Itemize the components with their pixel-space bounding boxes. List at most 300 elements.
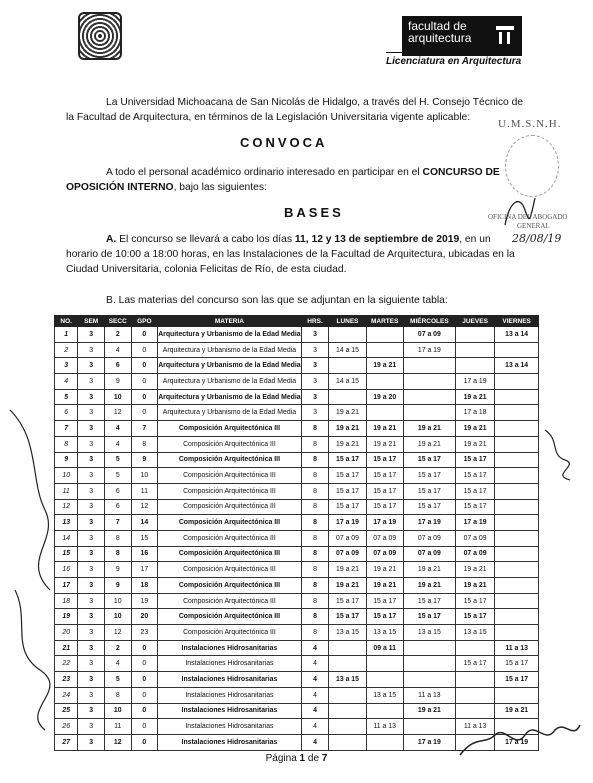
bases-heading: BASES bbox=[284, 205, 344, 220]
table-cell: 13 bbox=[55, 515, 78, 531]
table-cell: 15 bbox=[55, 546, 78, 562]
table-cell: 8 bbox=[301, 436, 329, 452]
table-row bbox=[55, 483, 539, 499]
table-cell: Instalaciones Hidrosanitarias bbox=[158, 703, 302, 719]
table-cell: 5 bbox=[104, 452, 131, 468]
table-cell: 11 a 13 bbox=[495, 640, 539, 656]
table-cell bbox=[329, 640, 366, 656]
table-cell: 2 bbox=[104, 640, 131, 656]
faculty-logo bbox=[402, 16, 522, 56]
table-cell: 11 a 13 bbox=[366, 719, 403, 735]
logo-line-2: arquitectura bbox=[408, 31, 472, 45]
table-cell: 07 a 09 bbox=[403, 327, 455, 343]
table-cell: 15 a 17 bbox=[366, 609, 403, 625]
table-row bbox=[55, 530, 539, 546]
table-cell: 13 a 15 bbox=[329, 672, 366, 688]
table-cell bbox=[403, 719, 455, 735]
table-cell: 8 bbox=[301, 421, 329, 437]
table-cell: 8 bbox=[104, 546, 131, 562]
table-cell: 8 bbox=[301, 515, 329, 531]
table-cell: Arquitectura y Urbanismo de la Edad Media bbox=[158, 389, 302, 405]
table-cell: 6 bbox=[104, 358, 131, 374]
table-row bbox=[55, 546, 539, 562]
table-cell: 8 bbox=[301, 530, 329, 546]
table-cell: 8 bbox=[301, 562, 329, 578]
table-cell: 0 bbox=[131, 640, 158, 656]
table-cell: 0 bbox=[131, 358, 158, 374]
column-header: GPO bbox=[131, 316, 158, 327]
table-cell bbox=[366, 342, 403, 358]
table-cell: 3 bbox=[78, 499, 105, 515]
base-a-text: El concurso se llevará a cabo los días bbox=[116, 234, 295, 245]
current-page: 1 bbox=[299, 753, 306, 764]
table-cell: 11 bbox=[131, 483, 158, 499]
table-cell: 15 a 17 bbox=[366, 452, 403, 468]
column-header: SEM bbox=[78, 316, 105, 327]
table-cell: 3 bbox=[78, 421, 105, 437]
table-cell: 10 bbox=[131, 468, 158, 484]
table-cell: 0 bbox=[131, 389, 158, 405]
table-cell: 17 a 18 bbox=[455, 405, 494, 421]
logo-line-1: facultad de bbox=[408, 19, 467, 33]
table-cell: 07 a 09 bbox=[366, 546, 403, 562]
table-cell: 9 bbox=[55, 452, 78, 468]
table-cell: 8 bbox=[131, 436, 158, 452]
column-header: MIÉRCOLES bbox=[403, 316, 455, 327]
table-cell: 13 a 14 bbox=[495, 327, 539, 343]
table-cell: 19 a 21 bbox=[403, 421, 455, 437]
invitation-paragraph bbox=[66, 165, 536, 195]
table-cell: 3 bbox=[78, 609, 105, 625]
table-cell: 15 a 17 bbox=[403, 452, 455, 468]
footer-label: Página bbox=[265, 753, 300, 764]
table-cell: 19 a 21 bbox=[366, 358, 403, 374]
table-cell: 18 bbox=[131, 578, 158, 594]
base-b-paragraph: B. Las materias del concurso son las que se adjuntan en la siguiente tabla: bbox=[106, 295, 448, 306]
table-cell: 07 a 09 bbox=[455, 530, 494, 546]
table-cell: 9 bbox=[104, 374, 131, 390]
table-cell: 0 bbox=[131, 672, 158, 688]
table-cell: 8 bbox=[301, 483, 329, 499]
table-cell: 20 bbox=[131, 609, 158, 625]
program-name: Licenciatura en Arquitectura bbox=[386, 56, 522, 67]
table-cell: 15 a 17 bbox=[455, 468, 494, 484]
table-cell bbox=[495, 421, 539, 437]
table-row bbox=[55, 625, 539, 641]
table-cell bbox=[495, 546, 539, 562]
table-cell bbox=[403, 672, 455, 688]
table-cell: 1 bbox=[55, 327, 78, 343]
table-cell: 15 a 17 bbox=[403, 483, 455, 499]
table-cell: 8 bbox=[301, 452, 329, 468]
university-seal bbox=[78, 12, 122, 60]
table-cell: 5 bbox=[104, 468, 131, 484]
stamp-date: 28/08/19 bbox=[512, 232, 562, 245]
table-cell: 12 bbox=[104, 734, 131, 750]
table-cell: 8 bbox=[104, 687, 131, 703]
table-cell: 7 bbox=[131, 421, 158, 437]
table-cell: Composición Arquitectónica III bbox=[158, 578, 302, 594]
table-cell: 0 bbox=[131, 703, 158, 719]
table-cell: Composición Arquitectónica III bbox=[158, 515, 302, 531]
table-header-row bbox=[55, 316, 539, 327]
table-cell: 19 bbox=[55, 609, 78, 625]
column-header: NO. bbox=[55, 316, 78, 327]
table-row bbox=[55, 405, 539, 421]
table-cell: 10 bbox=[104, 593, 131, 609]
table-cell: Composición Arquitectónica III bbox=[158, 609, 302, 625]
table-cell: 4 bbox=[301, 703, 329, 719]
table-cell: 0 bbox=[131, 656, 158, 672]
table-cell bbox=[329, 389, 366, 405]
table-cell: 4 bbox=[301, 719, 329, 735]
table-cell: 3 bbox=[78, 719, 105, 735]
table-cell bbox=[495, 499, 539, 515]
invitation-text-end: , bajo las siguientes: bbox=[173, 182, 267, 193]
table-cell bbox=[329, 703, 366, 719]
table-cell: 3 bbox=[301, 342, 329, 358]
table-cell: 10 bbox=[104, 609, 131, 625]
base-a-text-end: , en un horario de 10:00 a 18:00 horas, en las Instalaciones de la Facultad de Arquitectura, ubicadas en la Ciudad Universitaria, colonia Felicitas de Río, de esta ciudad. bbox=[66, 234, 515, 275]
table-cell: 15 a 17 bbox=[366, 593, 403, 609]
table-cell: Composición Arquitectónica III bbox=[158, 530, 302, 546]
intro-paragraph: La Universidad Michoacana de San Nicolás de Hidalgo, a través del H. Consejo Técnico de la Facultad de Arquitectura, en términos de la Legislación Universitaria vigente aplicable: bbox=[66, 97, 524, 123]
table-cell: 3 bbox=[78, 405, 105, 421]
table-cell: 3 bbox=[78, 593, 105, 609]
table-cell: 8 bbox=[301, 625, 329, 641]
table-cell: 15 a 17 bbox=[329, 609, 366, 625]
table-cell: 19 a 21 bbox=[455, 562, 494, 578]
table-cell bbox=[455, 327, 494, 343]
table-cell: 6 bbox=[104, 499, 131, 515]
table-cell: 3 bbox=[78, 530, 105, 546]
table-cell: 0 bbox=[131, 734, 158, 750]
table-cell: 07 a 09 bbox=[403, 530, 455, 546]
footer-of: de bbox=[305, 753, 322, 764]
table-cell: Composición Arquitectónica III bbox=[158, 452, 302, 468]
table-cell: 3 bbox=[78, 703, 105, 719]
table-cell: 3 bbox=[78, 672, 105, 688]
table-cell: 4 bbox=[301, 640, 329, 656]
table-cell: 10 bbox=[104, 389, 131, 405]
table-cell: 3 bbox=[301, 405, 329, 421]
table-cell bbox=[366, 672, 403, 688]
table-cell: 3 bbox=[78, 483, 105, 499]
table-cell bbox=[495, 452, 539, 468]
table-cell: 19 a 21 bbox=[403, 436, 455, 452]
table-cell: 17 a 19 bbox=[403, 342, 455, 358]
oficina-stamp-line1: OFICINA DEL ABOGADO bbox=[488, 213, 568, 221]
table-cell: 15 a 17 bbox=[403, 609, 455, 625]
table-row bbox=[55, 468, 539, 484]
table-cell: 26 bbox=[55, 719, 78, 735]
table-cell: Instalaciones Hidrosanitarias bbox=[158, 719, 302, 735]
table-cell: 15 a 17 bbox=[455, 609, 494, 625]
table-cell: 15 a 17 bbox=[366, 499, 403, 515]
table-cell: 3 bbox=[78, 687, 105, 703]
table-cell bbox=[366, 374, 403, 390]
table-cell: 19 a 21 bbox=[366, 562, 403, 578]
table-cell: 17 a 19 bbox=[329, 515, 366, 531]
table-cell: 15 a 17 bbox=[366, 468, 403, 484]
table-cell: 19 a 20 bbox=[366, 389, 403, 405]
table-cell: 15 a 17 bbox=[455, 499, 494, 515]
base-a-paragraph bbox=[66, 232, 516, 277]
stamp-seal bbox=[505, 135, 559, 197]
table-cell bbox=[495, 483, 539, 499]
table-cell: 19 a 21 bbox=[366, 421, 403, 437]
logo-underline bbox=[386, 52, 522, 53]
table-cell: 07 a 09 bbox=[403, 546, 455, 562]
table-cell: 09 a 11 bbox=[366, 640, 403, 656]
table-cell: 3 bbox=[78, 640, 105, 656]
table-cell: Composición Arquitectónica III bbox=[158, 483, 302, 499]
table-cell bbox=[366, 405, 403, 421]
logo-text bbox=[408, 20, 471, 44]
oficina-stamp-line2: GENERAL bbox=[517, 222, 550, 230]
table-cell bbox=[329, 327, 366, 343]
table-cell: 16 bbox=[131, 546, 158, 562]
table-cell: 9 bbox=[104, 562, 131, 578]
table-cell: 9 bbox=[104, 578, 131, 594]
column-header: VIERNES bbox=[495, 316, 539, 327]
table-cell: 5 bbox=[55, 389, 78, 405]
table-cell: 17 a 19 bbox=[455, 515, 494, 531]
table-cell: 3 bbox=[78, 734, 105, 750]
table-cell: 3 bbox=[78, 327, 105, 343]
table-cell: 27 bbox=[55, 734, 78, 750]
table-cell bbox=[366, 656, 403, 672]
table-cell: 6 bbox=[104, 483, 131, 499]
table-cell: 19 a 21 bbox=[403, 703, 455, 719]
page-footer bbox=[0, 753, 593, 764]
table-cell: Composición Arquitectónica III bbox=[158, 499, 302, 515]
table-cell: 8 bbox=[301, 468, 329, 484]
table-row bbox=[55, 452, 539, 468]
table-row bbox=[55, 672, 539, 688]
table-cell bbox=[403, 656, 455, 672]
table-cell bbox=[495, 625, 539, 641]
invitation-text: A todo el personal académico ordinario interesado en participar en el bbox=[106, 167, 423, 178]
convoca-heading: CONVOCA bbox=[240, 135, 328, 150]
table-cell: 11 a 13 bbox=[403, 687, 455, 703]
table-cell: 21 bbox=[55, 640, 78, 656]
table-cell: 14 a 15 bbox=[329, 342, 366, 358]
table-cell: Arquitectura y Urbanismo de la Edad Media bbox=[158, 358, 302, 374]
table-cell: 11 bbox=[55, 483, 78, 499]
table-cell: 07 a 09 bbox=[366, 530, 403, 546]
table-cell: 15 a 17 bbox=[366, 483, 403, 499]
table-cell bbox=[495, 609, 539, 625]
table-cell: 17 bbox=[55, 578, 78, 594]
table-cell: 3 bbox=[78, 389, 105, 405]
table-cell bbox=[403, 374, 455, 390]
table-cell: 19 a 21 bbox=[403, 578, 455, 594]
table-cell: 3 bbox=[55, 358, 78, 374]
table-cell: 4 bbox=[301, 734, 329, 750]
table-cell: 23 bbox=[55, 672, 78, 688]
table-cell: 13 a 15 bbox=[366, 687, 403, 703]
margin-signature bbox=[0, 400, 80, 740]
table-cell: 4 bbox=[301, 656, 329, 672]
table-cell: 5 bbox=[104, 672, 131, 688]
table-cell bbox=[403, 640, 455, 656]
table-cell: Arquitectura y Urbanismo de la Edad Media bbox=[158, 374, 302, 390]
table-cell: 15 bbox=[131, 530, 158, 546]
table-row bbox=[55, 687, 539, 703]
table-cell: 3 bbox=[78, 374, 105, 390]
table-cell: 3 bbox=[301, 327, 329, 343]
table-cell: 23 bbox=[131, 625, 158, 641]
table-cell: 17 a 19 bbox=[403, 515, 455, 531]
table-cell: 3 bbox=[301, 358, 329, 374]
column-header: HRS. bbox=[301, 316, 329, 327]
table-cell bbox=[366, 734, 403, 750]
table-cell: 19 a 21 bbox=[455, 421, 494, 437]
table-cell bbox=[495, 562, 539, 578]
table-cell: Composición Arquitectónica III bbox=[158, 546, 302, 562]
table-cell: 13 a 15 bbox=[455, 625, 494, 641]
table-row bbox=[55, 640, 539, 656]
table-cell: 0 bbox=[131, 405, 158, 421]
table-cell: 0 bbox=[131, 327, 158, 343]
table-cell: 19 a 21 bbox=[455, 436, 494, 452]
table-cell: Instalaciones Hidrosanitarias bbox=[158, 687, 302, 703]
table-cell: 0 bbox=[131, 374, 158, 390]
table-cell: 3 bbox=[78, 436, 105, 452]
table-cell: 17 bbox=[131, 562, 158, 578]
table-cell bbox=[495, 405, 539, 421]
table-cell: 19 a 21 bbox=[329, 578, 366, 594]
table-cell bbox=[455, 342, 494, 358]
table-cell: 0 bbox=[131, 342, 158, 358]
table-cell: 15 a 17 bbox=[329, 452, 366, 468]
table-cell: 12 bbox=[55, 499, 78, 515]
column-header: LUNES bbox=[329, 316, 366, 327]
table-cell: 3 bbox=[78, 656, 105, 672]
table-cell: 11 a 13 bbox=[455, 719, 494, 735]
table-cell: 14 bbox=[131, 515, 158, 531]
table-cell: 19 a 21 bbox=[455, 578, 494, 594]
table-cell: Composición Arquitectónica III bbox=[158, 562, 302, 578]
table-cell: 13 a 15 bbox=[366, 625, 403, 641]
table-cell: 19 a 21 bbox=[403, 562, 455, 578]
table-cell: 4 bbox=[301, 687, 329, 703]
table-cell: 8 bbox=[104, 530, 131, 546]
table-cell: 15 a 17 bbox=[403, 593, 455, 609]
table-row bbox=[55, 374, 539, 390]
table-cell bbox=[495, 436, 539, 452]
table-cell: 15 a 17 bbox=[329, 593, 366, 609]
table-cell: Arquitectura y Urbanismo de la Edad Media bbox=[158, 342, 302, 358]
table-cell: 4 bbox=[104, 342, 131, 358]
table-cell: Instalaciones Hidrosanitarias bbox=[158, 734, 302, 750]
table-cell: 3 bbox=[78, 578, 105, 594]
table-cell: 12 bbox=[131, 499, 158, 515]
table-cell bbox=[495, 593, 539, 609]
table-cell: 2 bbox=[104, 327, 131, 343]
table-cell: 4 bbox=[104, 436, 131, 452]
table-cell: Instalaciones Hidrosanitarias bbox=[158, 656, 302, 672]
column-header: SECC bbox=[104, 316, 131, 327]
table-cell: 07 a 09 bbox=[329, 546, 366, 562]
table-cell bbox=[366, 703, 403, 719]
courses-table bbox=[54, 315, 539, 751]
table-cell: 15 a 17 bbox=[329, 499, 366, 515]
table-cell: 17 a 19 bbox=[366, 515, 403, 531]
column-header: JUEVES bbox=[455, 316, 494, 327]
table-cell: 22 bbox=[55, 656, 78, 672]
table-cell: 12 bbox=[104, 625, 131, 641]
table-cell: 15 a 17 bbox=[455, 593, 494, 609]
table-cell: 3 bbox=[78, 342, 105, 358]
table-cell: 24 bbox=[55, 687, 78, 703]
column-header: MARTES bbox=[366, 316, 403, 327]
table-row bbox=[55, 562, 539, 578]
table-cell bbox=[329, 687, 366, 703]
table-cell: 14 a 15 bbox=[329, 374, 366, 390]
table-cell: 14 bbox=[55, 530, 78, 546]
contest-dates: 11, 12 y 13 de septiembre de 2019 bbox=[294, 234, 460, 245]
table-cell bbox=[495, 578, 539, 594]
table-cell bbox=[403, 405, 455, 421]
table-row bbox=[55, 593, 539, 609]
table-cell: 3 bbox=[301, 374, 329, 390]
table-cell bbox=[455, 687, 494, 703]
table-row bbox=[55, 389, 539, 405]
table-cell: 7 bbox=[104, 515, 131, 531]
building-icon bbox=[494, 22, 516, 46]
table-cell: Arquitectura y Urbanismo de la Edad Media bbox=[158, 405, 302, 421]
table-cell: 4 bbox=[55, 374, 78, 390]
table-cell: 3 bbox=[78, 452, 105, 468]
table-cell: 4 bbox=[104, 421, 131, 437]
table-cell: 8 bbox=[301, 593, 329, 609]
table-cell: 3 bbox=[301, 389, 329, 405]
table-cell bbox=[329, 734, 366, 750]
total-pages: 7 bbox=[321, 753, 328, 764]
table-cell: 4 bbox=[301, 672, 329, 688]
table-cell bbox=[329, 719, 366, 735]
table-cell: 13 a 15 bbox=[403, 625, 455, 641]
table-cell: Composición Arquitectónica III bbox=[158, 625, 302, 641]
table-cell: 0 bbox=[131, 687, 158, 703]
table-cell: 3 bbox=[78, 546, 105, 562]
table-cell bbox=[403, 358, 455, 374]
table-cell: 3 bbox=[78, 468, 105, 484]
contest-name: CONCURSO DE OPOSICIÓN INTERNO bbox=[66, 167, 500, 193]
table-cell: 19 bbox=[131, 593, 158, 609]
table-cell: 15 a 17 bbox=[455, 483, 494, 499]
table-cell bbox=[455, 358, 494, 374]
table-row bbox=[55, 358, 539, 374]
table-cell: 07 a 09 bbox=[455, 546, 494, 562]
table-cell: 17 a 19 bbox=[403, 734, 455, 750]
table-cell: 15 a 17 bbox=[403, 468, 455, 484]
table-cell: 2 bbox=[55, 342, 78, 358]
table-cell: 19 a 21 bbox=[329, 421, 366, 437]
table-cell: 19 a 21 bbox=[366, 578, 403, 594]
table-cell: 0 bbox=[131, 719, 158, 735]
table-row bbox=[55, 578, 539, 594]
table-cell: 15 a 17 bbox=[455, 452, 494, 468]
table-cell: 15 a 17 bbox=[495, 672, 539, 688]
table-cell: 8 bbox=[55, 436, 78, 452]
table-cell: 8 bbox=[301, 578, 329, 594]
table-cell: 17 a 19 bbox=[495, 734, 539, 750]
table-cell: 6 bbox=[55, 405, 78, 421]
table-cell: 19 a 21 bbox=[455, 389, 494, 405]
